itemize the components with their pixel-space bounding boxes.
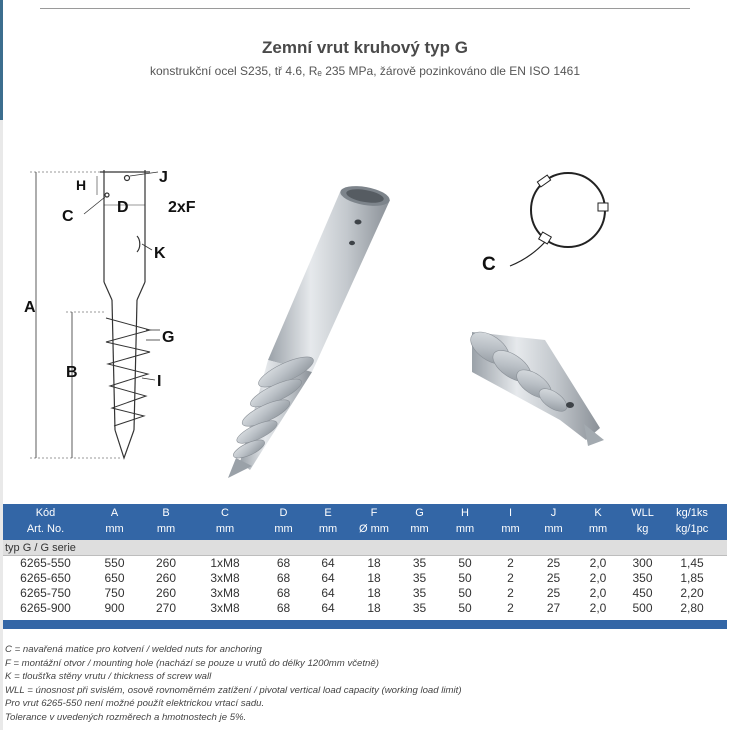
label-g: G [162,329,175,346]
cell-i: 2 [507,556,514,570]
cell-d: 68 [276,601,291,615]
cell-a: 650 [104,571,125,585]
header-unit-cell: Ø mm [359,523,389,535]
technical-drawing [30,170,160,458]
cell-a: 900 [104,601,125,615]
cell-j: 25 [546,571,561,585]
header-unit-cell: mm [455,523,475,535]
cell-k: 2,0 [589,556,607,570]
cell-wll: 350 [632,571,653,585]
cell-c: 3xM8 [210,601,240,615]
footnotes [5,643,462,725]
table-footer-bar [3,620,727,629]
header-unit-cell: mm [215,523,235,535]
cell-weight: 1,85 [680,571,704,585]
screw-render [228,183,391,478]
cell-i: 2 [507,586,514,600]
cell-wll: 450 [632,586,653,600]
label-b: B [66,364,78,381]
cell-g: 35 [412,586,427,600]
cell-e: 64 [321,556,335,570]
product-subtitle: konstrukční ocel S235, tř 4.6, Rₑ 235 MPa, žárově pozinkováno dle EN ISO 1461 [149,64,581,78]
footnote: WLL = únosnost při svislém, osově rovnoměrném zatížení / pivotal vertical load capacity (working load limit) [5,684,462,696]
cell-d: 68 [276,571,291,585]
drawing-labels [24,169,196,390]
header-unit-cell: Art. No. [26,523,65,535]
product-title: Zemní vrut kruhový typ G [262,38,468,57]
cell-h: 50 [458,601,472,615]
cell-c: 3xM8 [210,586,240,600]
cell-b: 260 [155,586,177,600]
cell-a: 750 [104,586,125,600]
cell-weight: 2,80 [680,601,704,615]
label-j: J [159,169,168,186]
label-2xf: 2xF [168,199,196,216]
cell-f: 18 [367,556,381,570]
cell-g: 35 [412,571,427,585]
header-unit-cell: mm [544,523,563,535]
cell-k: 2,0 [589,601,607,615]
table-row [3,571,727,586]
cell-j: 25 [546,556,561,570]
header-unit-cell: kg [636,523,649,535]
cell-weight: 2,20 [680,586,704,600]
table-header [3,504,727,540]
cell-e: 64 [321,586,335,600]
footnote: Pro vrut 6265-550 není možné použít elektrickou vrtací sadu. [5,698,265,710]
cell-code: 6265-750 [20,586,71,600]
header-unit-cell: mm [410,523,429,535]
label-c: C [62,208,74,225]
header-cell: kg/1ks [676,507,708,519]
product-drawings [0,160,730,490]
header-cell: I [508,507,513,519]
cell-code: 6265-900 [20,601,71,615]
header-cell: E [324,507,332,519]
cell-k: 2,0 [589,586,607,600]
cell-b: 270 [155,601,177,615]
cell-a: 550 [104,556,125,570]
label-i: I [157,373,162,390]
cell-h: 50 [458,586,472,600]
header-unit-cell: mm [156,523,176,535]
table-row [3,586,727,601]
series-label: typ G / G serie [3,540,727,556]
cell-g: 35 [412,556,427,570]
cell-wll: 300 [632,556,653,570]
top-rule [40,8,690,9]
label-c-detail: C [482,254,496,275]
tip-closeup [465,326,604,446]
spec-table [3,504,727,629]
cell-g: 35 [412,601,427,615]
cell-e: 64 [321,571,335,585]
cell-code: 6265-650 [20,571,71,585]
header-cell: C [221,507,229,519]
header-cell: Kód [35,507,56,519]
label-d: D [117,199,129,216]
cell-k: 2,0 [589,571,607,585]
cell-c: 1xM8 [210,556,240,570]
header-unit-cell: kg/1pc [675,523,709,535]
cell-d: 68 [276,556,291,570]
cell-f: 18 [367,586,381,600]
footnote: K = tloušťka stěny vrutu / thickness of screw wall [5,671,212,683]
cell-weight: 1,45 [680,556,704,570]
page-left-accent [0,0,3,120]
header-row-units [3,523,727,535]
ring-detail [482,173,608,275]
cell-j: 27 [546,601,561,615]
header-unit-cell: mm [274,523,293,535]
header-cell: G [415,507,424,519]
header-cell: A [110,507,119,519]
cell-b: 260 [155,571,177,585]
table-row [3,601,727,616]
cell-c: 3xM8 [210,571,240,585]
footnote: C = navařená matice pro kotvení / welded nuts for anchoring [5,644,262,655]
cell-wll: 500 [632,601,653,615]
label-k: K [154,245,166,262]
cell-f: 18 [367,571,381,585]
header-unit-cell: mm [105,523,124,535]
cell-b: 260 [155,556,177,570]
header-cell: H [461,507,469,519]
header-row-codes [3,507,727,519]
header-cell: K [594,507,602,519]
header-unit-cell: mm [318,523,338,535]
cell-h: 50 [458,571,472,585]
header-cell: WLL [631,507,654,519]
label-h: H [76,177,87,193]
cell-h: 50 [458,556,472,570]
header-cell: F [370,507,378,519]
cell-i: 2 [507,571,514,585]
footnote: Tolerance v uvedených rozměrech a hmotnostech je 5%. [5,711,247,723]
cell-d: 68 [276,586,291,600]
header-unit-cell: mm [501,523,520,535]
header-cell: B [162,507,170,519]
footnote: F = montážní otvor / mounting hole (nachází se pouze u vrutů do délky 1200mm včetně) [5,657,379,669]
header-cell: D [279,507,288,519]
cell-f: 18 [367,601,381,615]
cell-e: 64 [321,601,335,615]
label-a: A [24,299,36,316]
table-row [3,556,727,571]
header-cell: J [550,507,557,519]
cell-code: 6265-550 [20,556,71,570]
header-unit-cell: mm [588,523,608,535]
cell-i: 2 [507,601,514,615]
cell-j: 25 [546,586,561,600]
